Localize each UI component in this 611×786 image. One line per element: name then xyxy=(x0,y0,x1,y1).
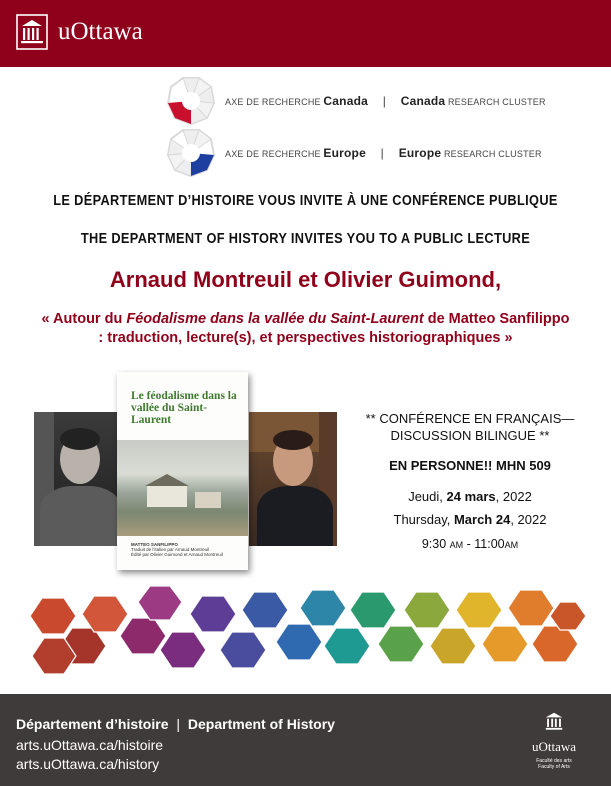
footer-link-en[interactable]: arts.uOttawa.ca/history xyxy=(16,756,160,772)
book-editors: Édité par Olivier Guimond et Arnaud Montreuil xyxy=(131,552,223,557)
book-cover-painting xyxy=(117,440,248,536)
footer-dept-en: Department of History xyxy=(187,716,335,732)
time-dash: - xyxy=(463,537,475,551)
cluster-name-en: Europe xyxy=(398,146,442,160)
date-en-year: , 2022 xyxy=(510,512,547,527)
octagon-cluster-icon xyxy=(165,127,217,179)
invite-heading-fr: LE DÉPARTEMENT D’HISTOIRE VOUS INVITE À UNE CONFÉRENCE PUBLIQUE xyxy=(53,193,558,209)
footer xyxy=(0,694,611,786)
cluster-prefix: AXE DE RECHERCHE xyxy=(225,149,321,159)
time-start: 9:30 xyxy=(421,537,447,551)
logo-wordmark: uOttawa xyxy=(58,18,143,45)
cluster-name-en: Canada xyxy=(400,94,446,108)
hexagon-mosaic xyxy=(20,586,590,686)
talk-book-title: Féodalisme dans la vallée du Saint-Laurent xyxy=(126,311,424,327)
footer-faculty-fr: Faculté des arts xyxy=(536,758,572,764)
speaker-photo-left xyxy=(34,412,122,546)
book-author: MATTEO SANFILIPPO xyxy=(131,542,178,547)
date-en-day: Thursday, xyxy=(393,512,454,527)
cluster-canada xyxy=(165,76,546,126)
book-credits xyxy=(131,542,241,557)
time-end-ampm: AM xyxy=(504,540,519,550)
footer-separator: | xyxy=(176,716,181,732)
date-en-date: March 24 xyxy=(453,512,511,527)
event-location: EN PERSONNE!! MHN 509 xyxy=(389,458,551,473)
talk-title-rest: de Matteo Sanfilippo : traduction, lecture(s), et perspectives historiographiques » xyxy=(98,311,570,346)
cluster-separator: | xyxy=(382,94,387,108)
invite-heading-en: THE DEPARTMENT OF HISTORY INVITES YOU TO A PUBLIC LECTURE xyxy=(80,231,531,247)
event-date-en xyxy=(345,512,595,527)
cluster-suffix: RESEARCH CLUSTER xyxy=(447,97,546,107)
language-note-line2: DISCUSSION BILINGUE ** xyxy=(390,428,550,443)
book-translator: Traduit de l’italien par Arnaud Montreuil xyxy=(131,547,210,552)
speakers-title: Arnaud Montreuil et Olivier Guimond, xyxy=(109,267,502,292)
date-fr-year: , 2022 xyxy=(495,489,532,504)
talk-title xyxy=(40,310,571,348)
uottawa-logo[interactable] xyxy=(16,14,143,50)
speaker-photo-right xyxy=(249,412,337,546)
event-time xyxy=(345,537,595,551)
cluster-separator: | xyxy=(380,146,384,160)
date-fr-day: Jeudi, xyxy=(408,489,447,504)
book-title: Le féodalisme dans la vallée du Saint-Laurent xyxy=(131,390,237,426)
cluster-suffix: RESEARCH CLUSTER xyxy=(443,149,542,159)
footer-link-fr[interactable]: arts.uOttawa.ca/histoire xyxy=(16,737,164,753)
footer-department xyxy=(16,716,335,732)
time-start-ampm: AM xyxy=(449,540,464,550)
footer-dept-fr: Département d’histoire xyxy=(16,716,169,732)
cluster-europe xyxy=(165,128,542,178)
book-cover xyxy=(117,372,248,570)
talk-title-open: « Autour du xyxy=(41,311,127,327)
building-icon xyxy=(543,710,565,732)
octagon-cluster-icon xyxy=(165,75,217,127)
time-end: 11:00 xyxy=(474,537,505,551)
event-date-fr xyxy=(345,489,595,504)
cluster-name-fr: Canada xyxy=(323,94,368,108)
language-note-line1: ** CONFÉRENCE EN FRANÇAIS— xyxy=(365,411,575,426)
footer-logo-wordmark: uOttawa xyxy=(531,739,577,754)
date-fr-date: 24 mars xyxy=(446,489,496,504)
footer-faculty-en: Faculty of Arts xyxy=(538,764,570,770)
cluster-name-fr: Europe xyxy=(323,146,366,160)
header-bar xyxy=(0,0,611,67)
building-icon xyxy=(16,14,48,50)
cluster-prefix: AXE DE RECHERCHE xyxy=(225,97,321,107)
footer-uottawa-logo[interactable] xyxy=(524,710,584,770)
